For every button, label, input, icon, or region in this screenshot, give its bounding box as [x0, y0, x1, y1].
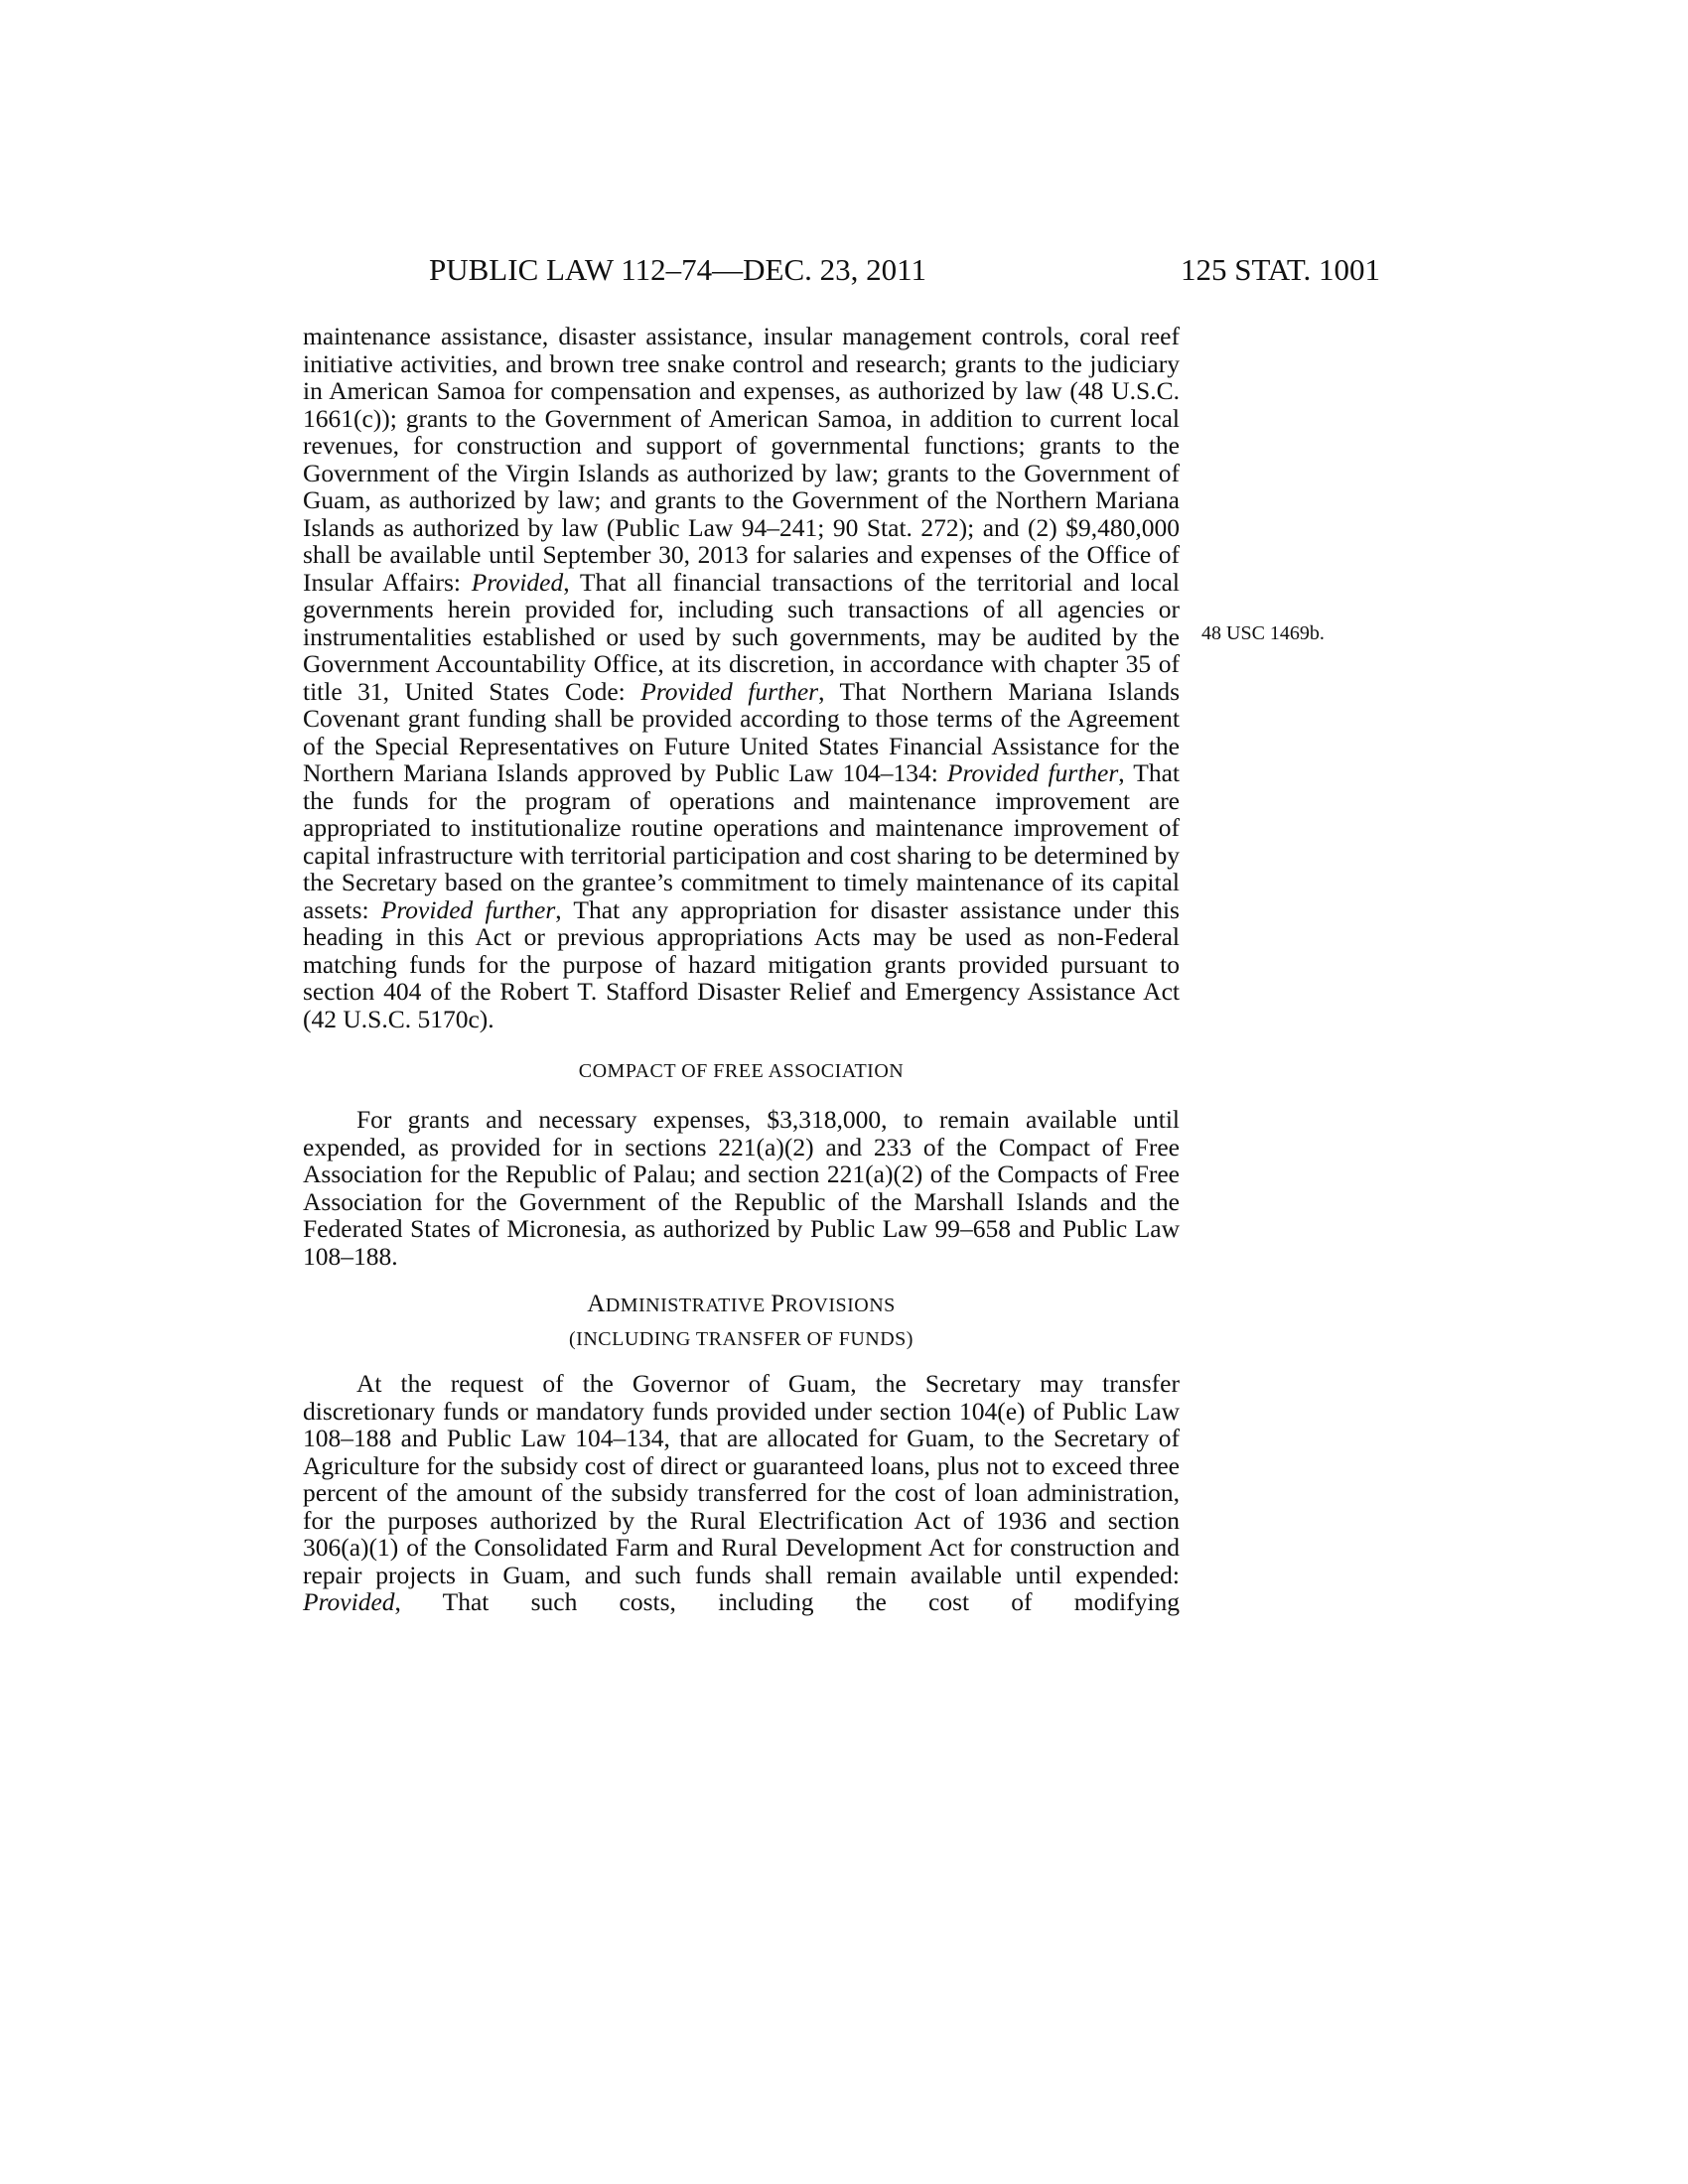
- document-body: [303, 323, 1180, 1616]
- page-header-stat-number: 125 STAT. 1001: [1180, 252, 1380, 287]
- margin-citation-note: 48 USC 1469b.: [1201, 622, 1325, 644]
- provided-italic: Provided: [303, 1587, 395, 1616]
- provided-further-italic: Provided further: [380, 894, 556, 924]
- compact-section-heading: COMPACT OF FREE ASSOCIATION: [578, 1060, 905, 1082]
- paragraph-text: maintenance assistance, disaster assistance, insular management controls, coral reef initiative activities, and brown tree snake control and research; grants to the judiciary in American Samoa for compensation and expenses, as authorized by law (48 U.S.C. 1661(c)); grants to the Government of American Samoa, in addition to current local revenues, for construction and support of governmental functions; grants to the Government of the Virgin Islands as authorized by law; grants to the Government of Guam, as authorized by law; and grants to the Government of the Northern Mariana Islands as authorized by law (Public Law 94–241; 90 Stat. 272); and (2) $9,480,000 shall be available until September 30, 2013 for salaries and expenses of the Office of Insular Affairs:: [303, 322, 1180, 597]
- insular-affairs-paragraph: [303, 323, 1180, 1032]
- paragraph-text: , That the funds for the program of operations and maintenance improvement are appropriated to institutionalize routine operations and maintenance improvement of capital infrastructure with territorial participation and cost sharing to be determined by the Secretary based on the grantee’s commitment to timely maintenance of its capital assets:: [303, 758, 1180, 924]
- paragraph-text: , That such costs, including the cost of modifying: [394, 1587, 1180, 1616]
- transfer-of-funds-subheading: (INCLUDING TRANSFER OF FUNDS): [569, 1328, 914, 1350]
- compact-paragraph: For grants and necessary expenses, $3,318,000, to remain available until expended, as provided for in sections 221(a)(2) and 233 of the Compact of Free Association for the Republic of Palau; and section 221(a)(2) of the Compacts of Free Association for the Government of the Republic of the Marshall Islands and the Federated States of Micronesia, as authorized by Public Law 99–658 and Public Law 108–188.: [303, 1105, 1180, 1271]
- paragraph-text: At the request of the Governor of Guam, the Secretary may transfer discretionary funds or mandatory funds provided under section 104(e) of Public Law 108–188 and Public Law 104–134, that are allocated for Guam, to the Secretary of Agriculture for the subsidy cost of direct or guaranteed loans, plus not to exceed three percent of the amount of the subsidy transferred for the cost of loan administration, for the purposes authorized by the Rural Electrification Act of 1936 and section 306(a)(1) of the Consolidated Farm and Rural Development Act for construction and repair projects in Guam, and such funds shall remain available until expended:: [303, 1369, 1180, 1589]
- paragraph-text: , That Northern Mariana Islands Covenant grant funding shall be provided according to those terms of the Agreement of the Special Representatives on Future United States Financial Assistance for the Northern Mariana Islands approved by Public Law 104–134:: [303, 676, 1180, 787]
- heading-smallcaps: DMINISTRATIVE: [605, 1295, 772, 1316]
- provided-further-italic: Provided further: [640, 676, 819, 706]
- paragraph-text: , That all financial transactions of the territorial and local governments herein provided for, including such transactions of all agencies or instrumentalities established or used by such governments, may be audited by the Government Accountability Office, at its discretion, in accordance with chapter 35 of title 31, United States Code:: [303, 567, 1181, 706]
- paragraph-text: , That any appropriation for disaster assistance under this heading in this Act or previous appropriations Acts may be used as non-Federal matching funds for the purpose of hazard mitigation grants provided pursuant to section 404 of the Robert T. Stafford Disaster Relief and Emergency Assistance Act (42 U.S.C. 5170c).: [303, 894, 1180, 1033]
- provided-further-italic: Provided further: [946, 758, 1119, 787]
- heading-initial: P: [771, 1291, 785, 1317]
- heading-initial: A: [587, 1291, 606, 1317]
- heading-smallcaps: ROVISIONS: [784, 1295, 896, 1316]
- running-head: [298, 250, 1380, 290]
- page-header-title: PUBLIC LAW 112–74—DEC. 23, 2011: [429, 252, 926, 287]
- administrative-provisions-heading: [303, 1292, 1180, 1318]
- provided-italic: Provided: [471, 567, 564, 597]
- guam-transfer-paragraph: [303, 1370, 1180, 1616]
